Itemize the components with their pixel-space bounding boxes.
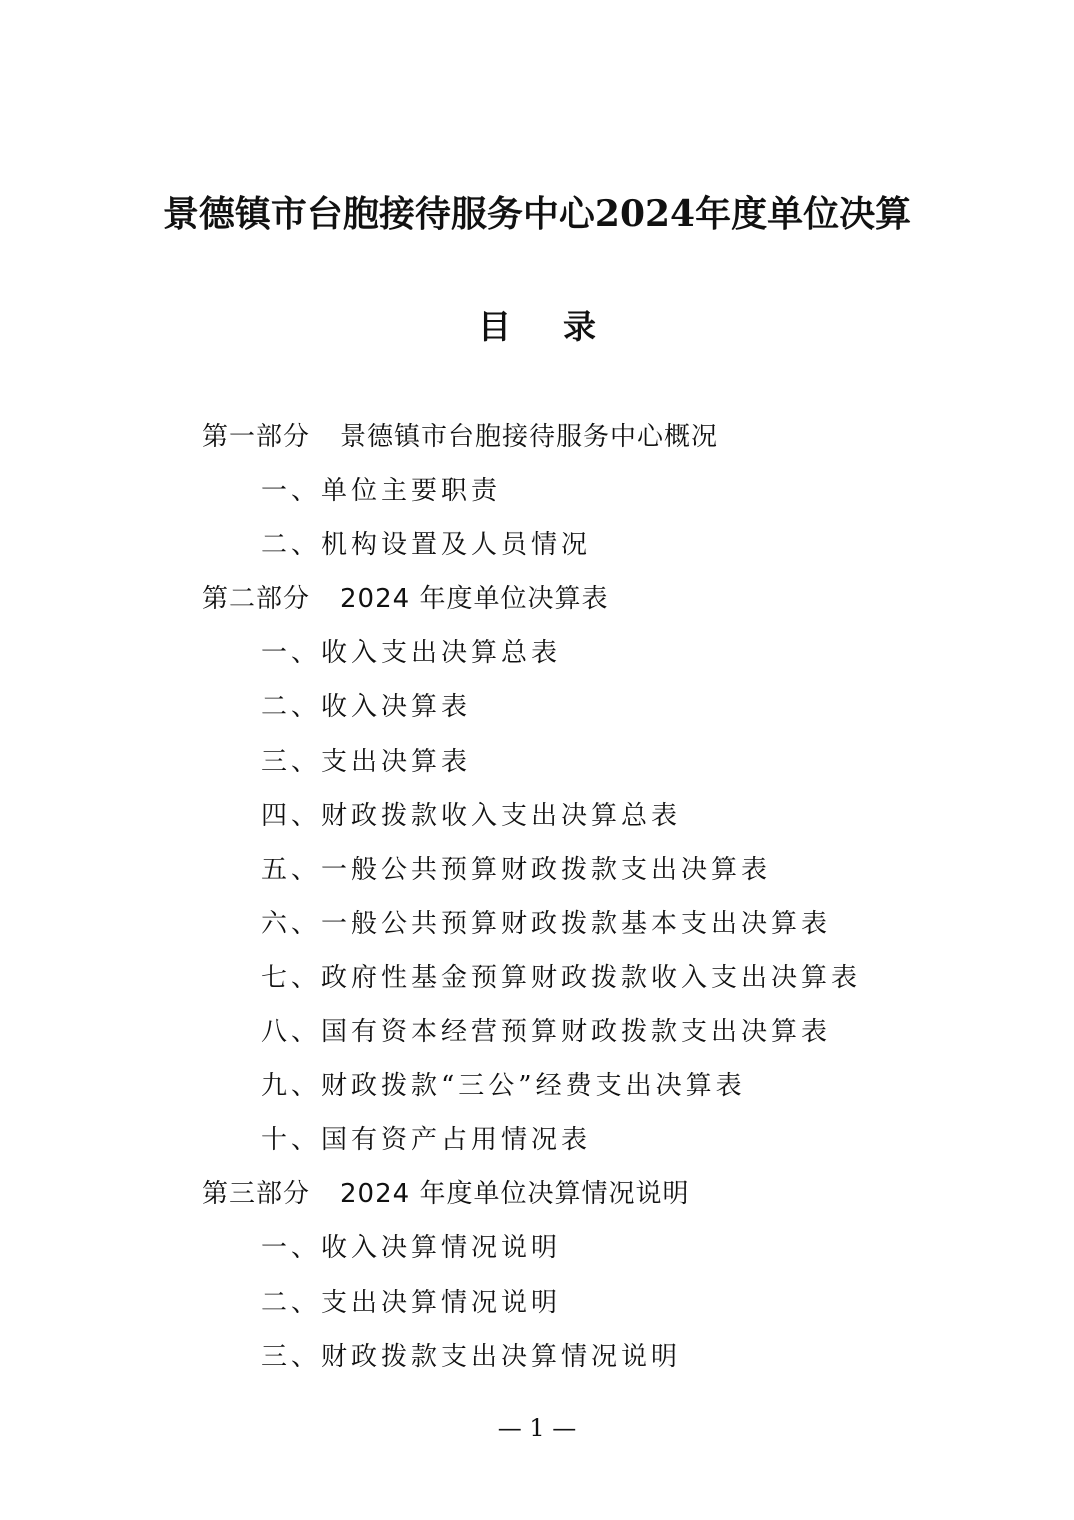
toc-item: 四、财政拨款收入支出决算总表 <box>261 800 682 831</box>
toc-item: 三、财政拨款支出决算情况说明 <box>261 1341 682 1372</box>
toc-part-title: 景德镇市台胞接待服务中心概况 <box>340 422 719 452</box>
toc-part-3 <box>0 1167 1074 1221</box>
toc-part-number: 第三部分 <box>202 1179 311 1210</box>
toc-part-title: 2024 年度单位决算情况说明 <box>340 1179 690 1210</box>
document-title: 景德镇市台胞接待服务中心2024年度单位决算 <box>162 193 912 235</box>
toc-part-1 <box>0 410 1074 464</box>
toc-item: 五、一般公共预算财政拨款支出决算表 <box>261 854 772 885</box>
toc-part-number: 第一部分 <box>202 422 311 452</box>
toc-heading-char: 目 <box>478 307 511 346</box>
table-of-contents <box>0 410 1074 1384</box>
page-number: — 1 — <box>497 1414 577 1442</box>
toc-item: 八、国有资本经营预算财政拨款支出决算表 <box>261 1017 832 1048</box>
toc-item: 一、单位主要职责 <box>261 476 502 507</box>
toc-item: 三、支出决算表 <box>261 746 472 777</box>
toc-item: 六、一般公共预算财政拨款基本支出决算表 <box>261 908 832 939</box>
toc-heading-char: 录 <box>563 307 596 346</box>
toc-heading <box>0 302 1074 352</box>
toc-item: 十、国有资产占用情况表 <box>261 1125 592 1156</box>
toc-part-title: 2024 年度单位决算表 <box>340 584 609 615</box>
toc-part-number: 第二部分 <box>202 584 311 615</box>
toc-item: 九、财政拨款“三公”经费支出决算表 <box>261 1071 746 1102</box>
toc-item: 七、政府性基金预算财政拨款收入支出决算表 <box>261 962 862 993</box>
toc-item: 二、机构设置及人员情况 <box>261 530 592 561</box>
toc-item: 二、支出决算情况说明 <box>261 1287 562 1318</box>
toc-part-2 <box>0 572 1074 626</box>
toc-item: 一、收入支出决算总表 <box>261 638 562 669</box>
toc-item: 二、收入决算表 <box>261 692 472 723</box>
toc-item: 一、收入决算情况说明 <box>261 1233 562 1264</box>
